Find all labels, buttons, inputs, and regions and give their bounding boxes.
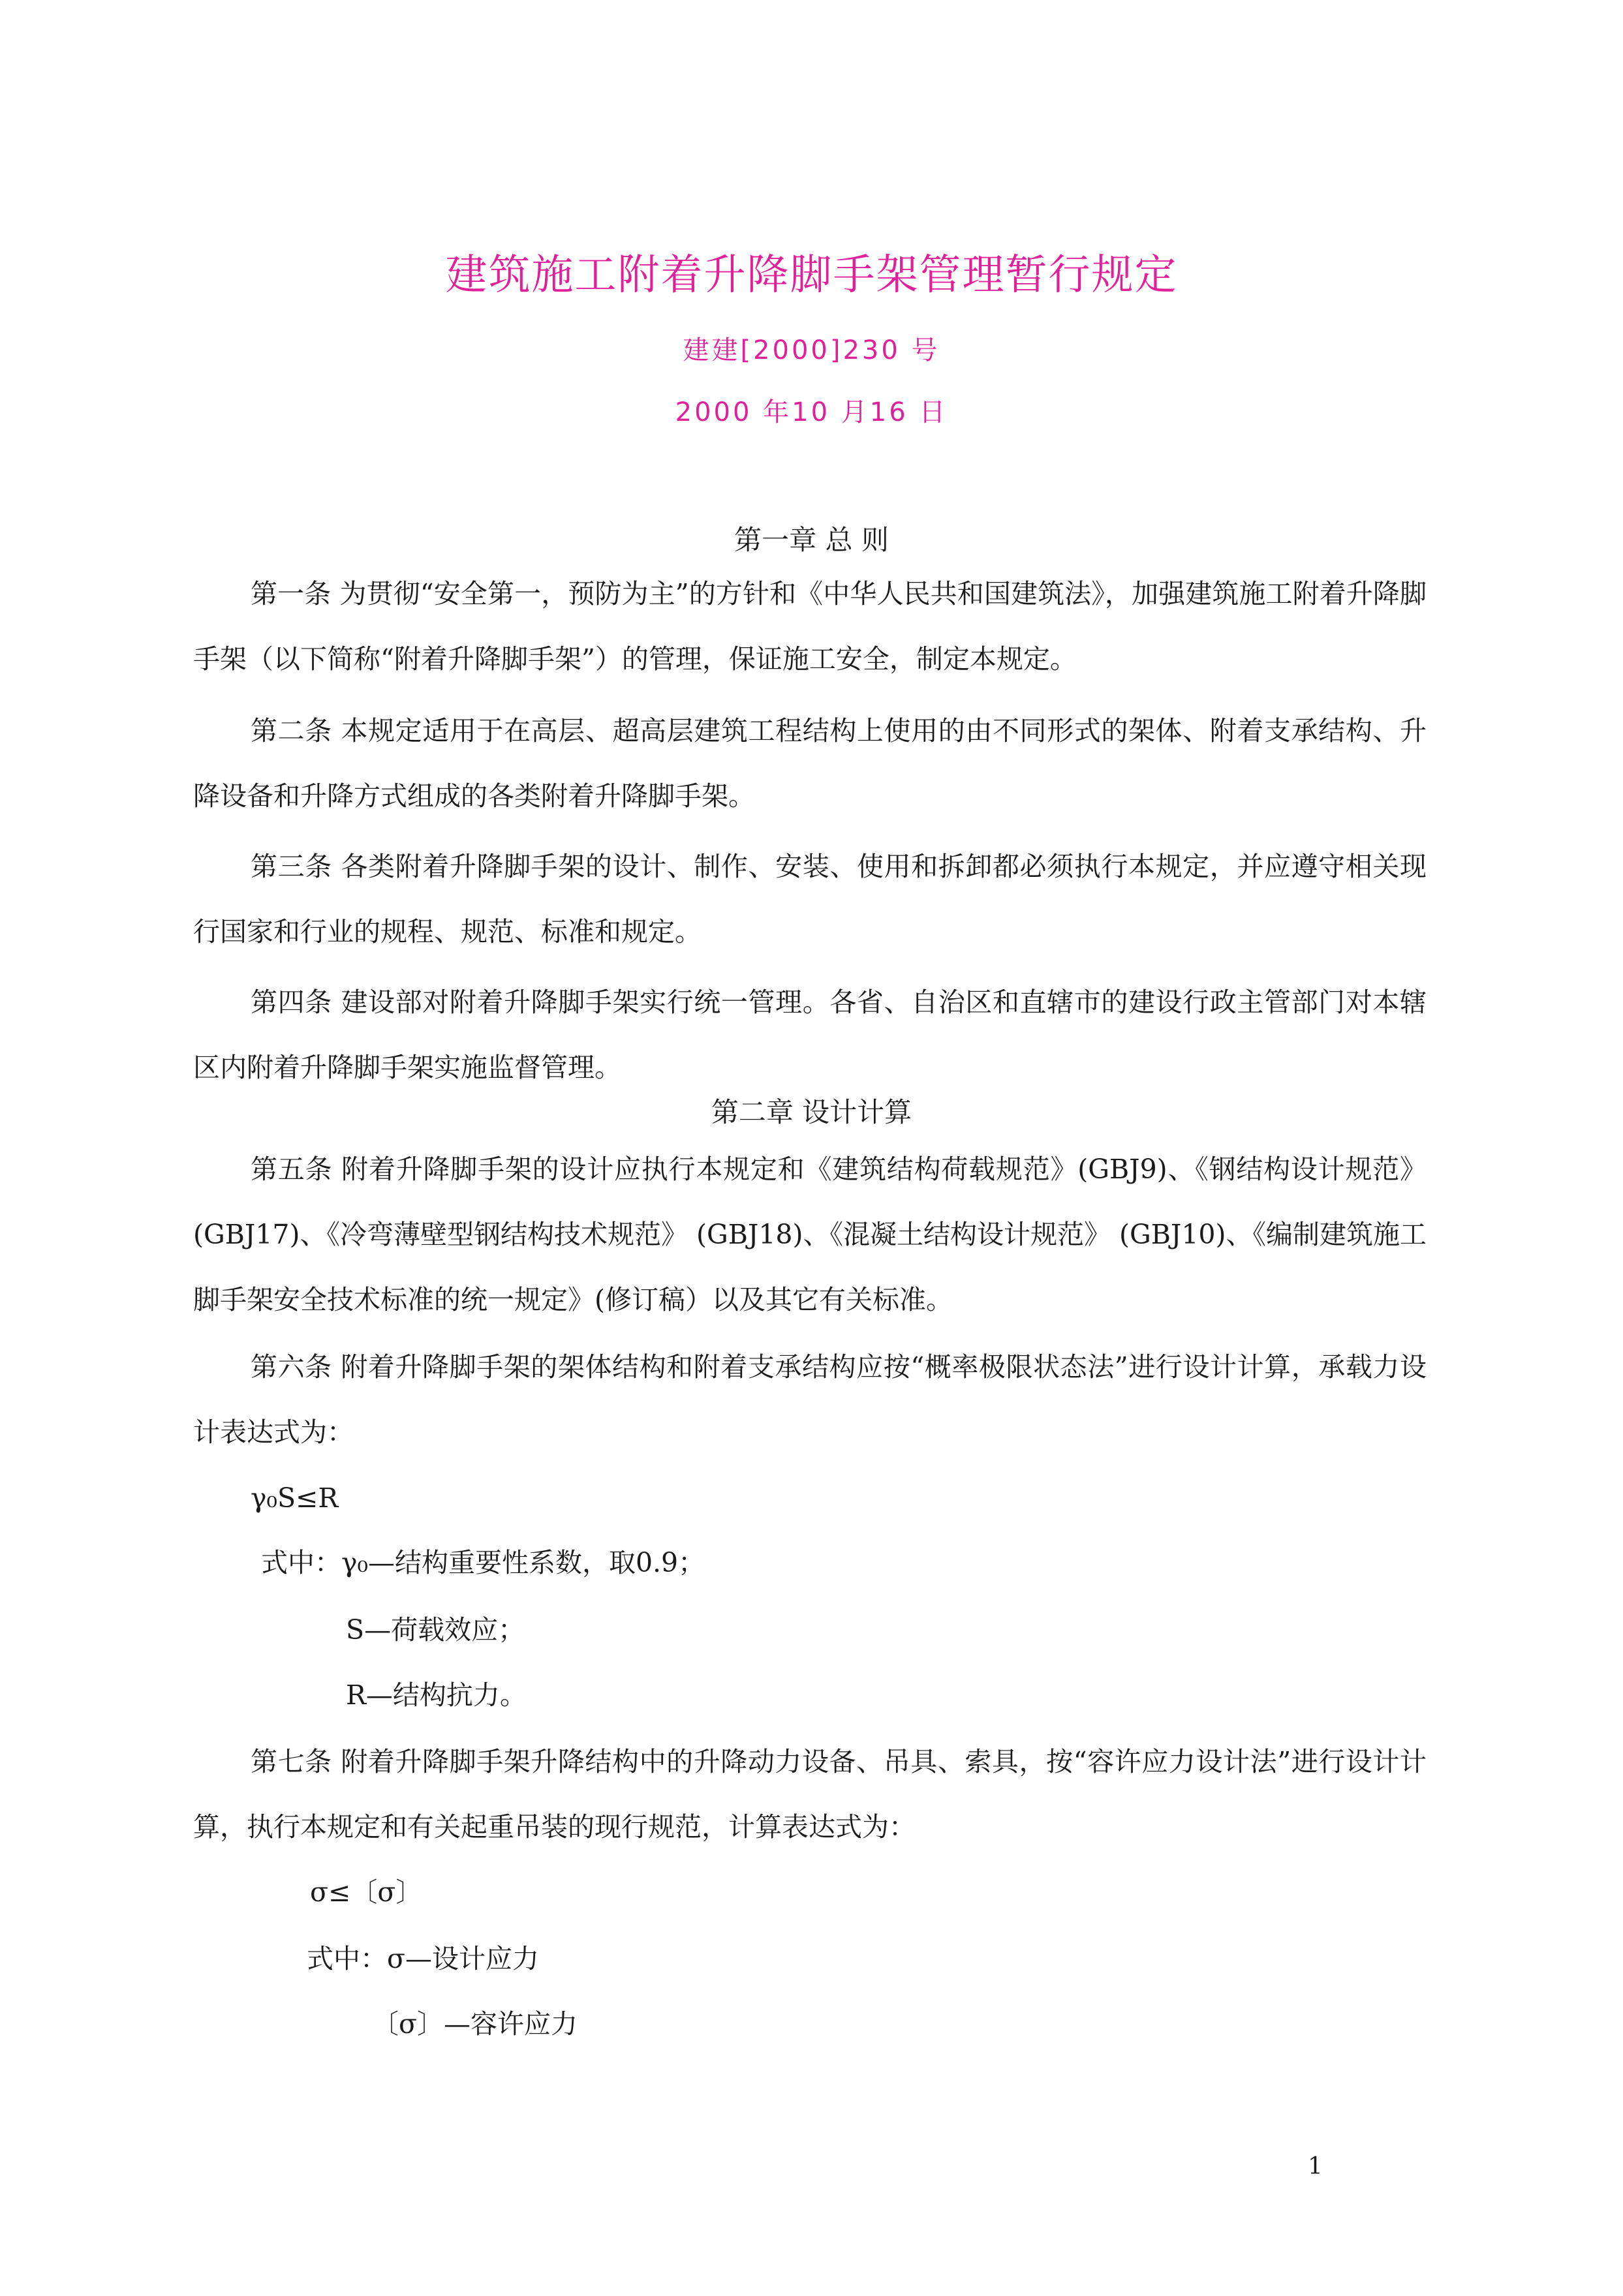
formula-limit-state-where: 式中：γ₀—结构重要性系数，取0.9； [261,1547,705,1578]
article-4: 第四条 建设部对附着升降脚手架实行统一管理。各省、自治区和直辖市的建设行政主管部门对本辖区内附着升降脚手架实施监督管理。 [193,987,1427,1083]
formula-allowable-stress-where: 式中：σ—设计应力 [307,1943,539,1974]
document-number: 建建[2000]230 号 [683,335,940,365]
chapter-1-heading: 第一章 总 则 [734,524,889,556]
formula-allowable-stress-definition: 〔σ〕—容许应力 [372,2008,578,2040]
formula-limit-state-s: S—荷载效应； [346,1614,525,1645]
page-number: 1 [1308,2153,1323,2180]
article-7: 第七条 附着升降脚手架升降结构中的升降动力设备、吊具、索具，按“容许应力设计法”进行设计计算，执行本规定和有关起重吊装的现行规范，计算表达式为： [193,1746,1427,1843]
article-5: 第五条 附着升降脚手架的设计应执行本规定和《建筑结构荷载规范》(GBJ9)、《钢结构设计规范》(GBJ17)、《冷弯薄壁型钢结构技术规范》 (GBJ18)、《混凝土结构设计规范》 (GBJ10)、《编制建筑施工脚手架安全技术标准的统一规定》(修订稿）以及其它有关标准。 [193,1154,1427,1315]
document-date: 2000 年10 月16 日 [675,397,948,427]
article-6: 第六条 附着升降脚手架的架体结构和附着支承结构应按“概率极限状态法”进行设计计算，承载力设计表达式为： [193,1351,1427,1448]
formula-allowable-stress: σ≤〔σ〕 [310,1876,423,1908]
formula-limit-state: γ₀S≤R [251,1482,339,1514]
chapter-2-heading: 第二章 设计计算 [711,1096,912,1128]
document-title: 建筑施工附着升降脚手架管理暂行规定 [445,251,1178,299]
formula-limit-state-r: R—结构抗力。 [346,1679,527,1711]
article-3: 第三条 各类附着升降脚手架的设计、制作、安装、使用和拆卸都必须执行本规定，并应遵守相关现行国家和行业的规程、规范、标准和规定。 [193,851,1427,947]
article-1: 第一条 为贯彻“安全第一，预防为主”的方针和《中华人民共和国建筑法》，加强建筑施工附着升降脚手架（以下简称“附着升降脚手架”）的管理，保证施工安全，制定本规定。 [193,578,1427,675]
article-2: 第二条 本规定适用于在高层、超高层建筑工程结构上使用的由不同形式的架体、附着支承结构、升降设备和升降方式组成的各类附着升降脚手架。 [193,715,1427,812]
